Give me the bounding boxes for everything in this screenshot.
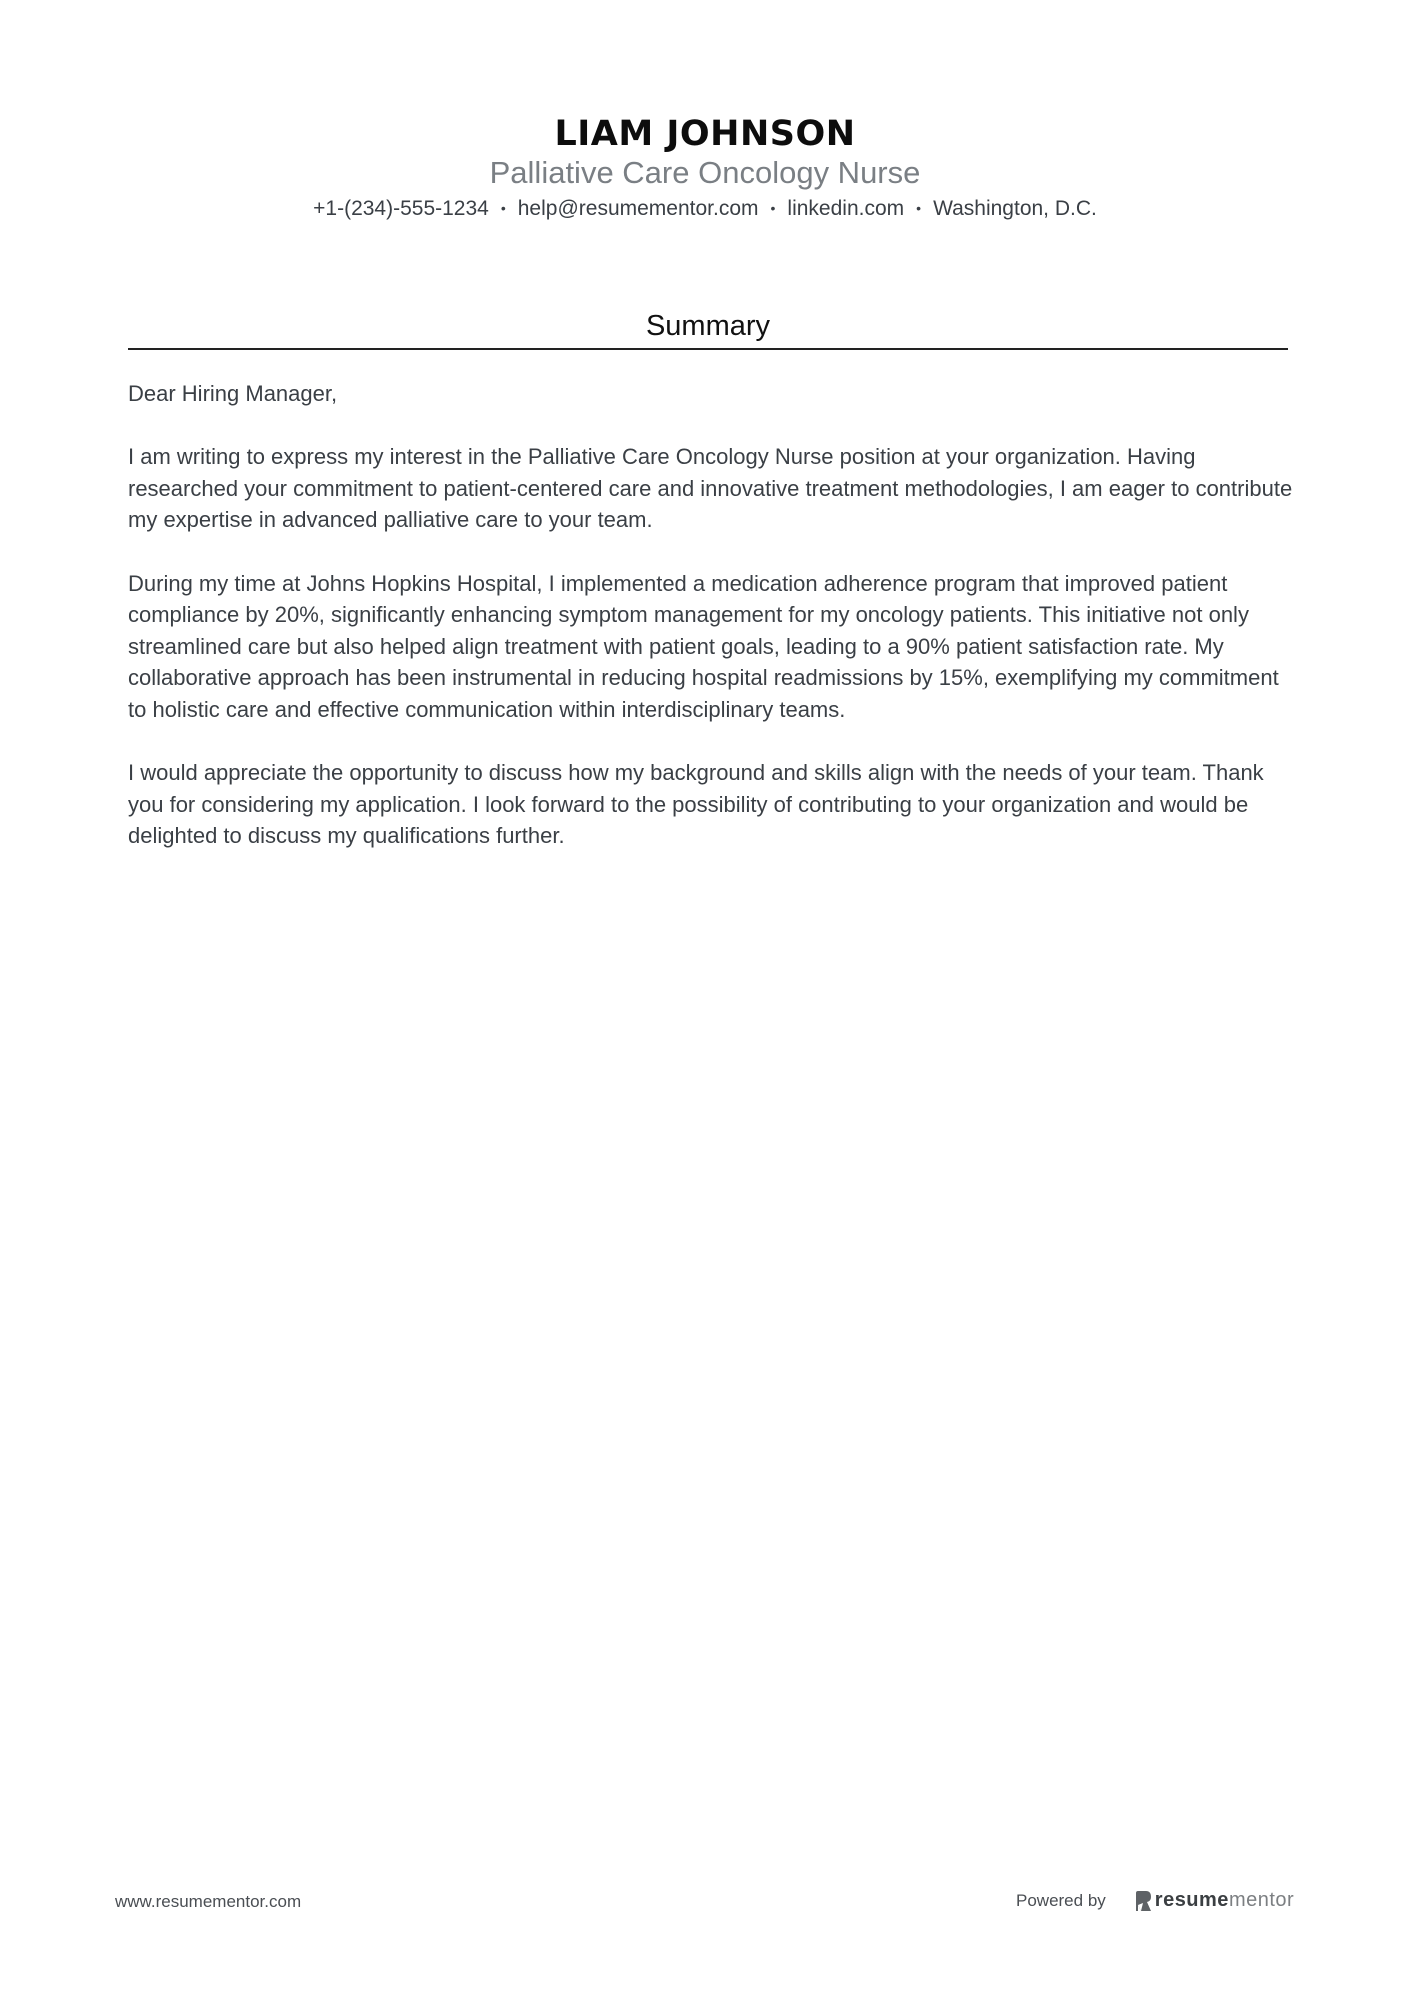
letter-paragraph: During my time at Johns Hopkins Hospital, I implemented a medication adherence program that improved patient compliance by 20%, significantly enhancing symptom management for my oncology patients. This initiative not only streamlined care but also helped align treatment with patient goals, leading to a 90% patient satisfaction rate. My collaborative approach has been instrumental in reducing hospital readmissions by 15%, exemplifying my commitment to holistic care and effective communication within interdisciplinary teams. [128,570,1279,722]
contact-email[interactable]: help@resumementor.com [517,197,759,220]
contact-linkedin[interactable]: linkedin.com [787,197,905,220]
powered-by-label: Powered by [1016,1890,1106,1910]
bullet-separator: • [916,200,922,216]
job-title: Palliative Care Oncology Nurse [489,155,921,190]
logo-text-mentor: mentor [1228,1889,1295,1911]
resumementor-logo-icon [1136,1891,1151,1911]
resume-header [0,112,1410,223]
letter-paragraph: I would appreciate the opportunity to discuss how my background and skills align with the needs of your team. Thank you for considering my application. I look forward to the possibility of contributing to your organization and would be delighted to discuss my qualifications further. [128,760,1264,849]
letter-greeting: Dear Hiring Manager, [128,381,338,406]
contact-location: Washington, D.C. [933,197,1097,220]
contact-line [0,194,1410,223]
cover-letter-body [128,378,1298,884]
bullet-separator: • [770,200,776,216]
candidate-name: LIAM JOHNSON [554,114,856,154]
bullet-separator: • [500,200,506,216]
resumementor-logo[interactable] [1136,1889,1294,1912]
footer-website-link[interactable]: www.resumementor.com [115,1892,302,1911]
section-divider [128,348,1288,350]
logo-text-resume: resume [1154,1889,1229,1911]
section-title: Summary [645,310,771,342]
letter-paragraph: I am writing to express my interest in the Palliative Care Oncology Nurse position at your organization. Having researched your commitment to patient-centered care and innovative treatment methodologies, I am eager to contribute my expertise in advanced palliative care to your team. [128,444,1293,533]
summary-section [128,306,1288,350]
footer-branding [1016,1889,1294,1912]
contact-phone: +1-(234)-555-1234 [313,197,489,220]
